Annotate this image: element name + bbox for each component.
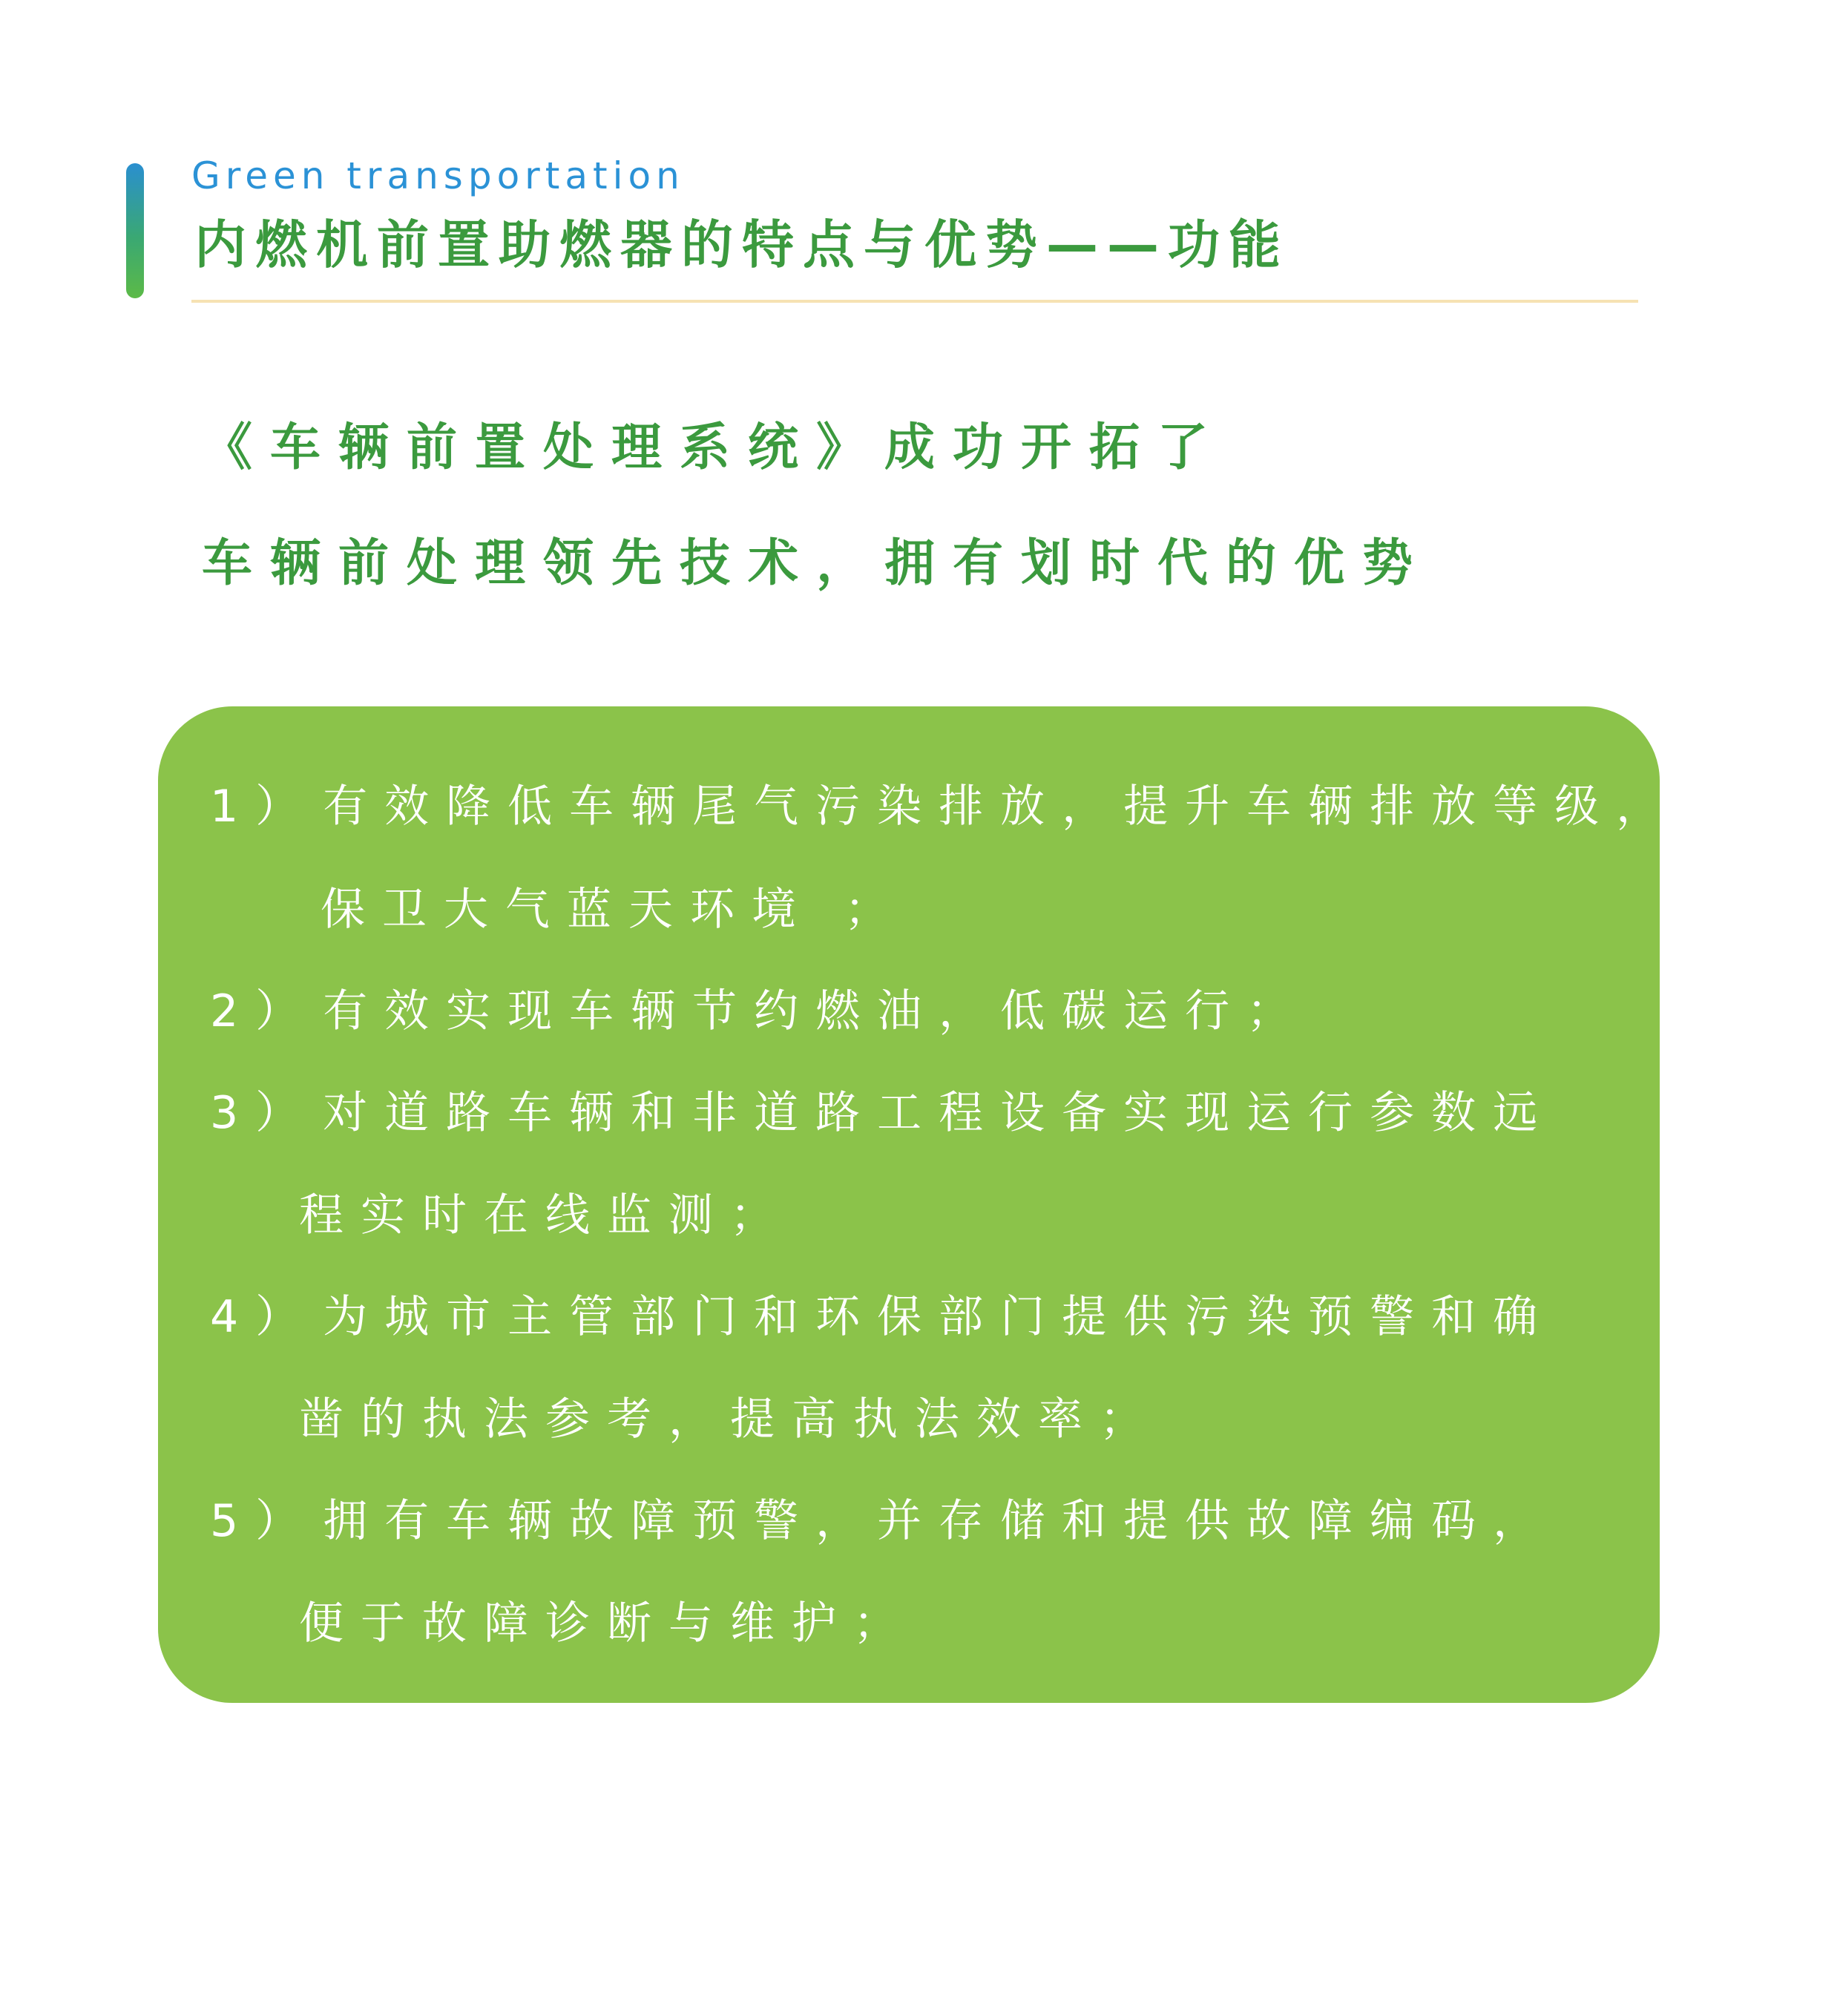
title-divider — [191, 300, 1638, 303]
feature-item-1-cont: 保卫大气蓝天环境 ； — [321, 884, 907, 936]
feature-item-5 — [210, 1495, 1555, 1547]
feature-number: 2） — [210, 985, 318, 1037]
feature-item-3-cont: 程实时在线监测； — [299, 1189, 792, 1241]
feature-text: 有效降低车辆尾气污染排放，提升车辆排放等级， — [323, 781, 1678, 833]
intro-line-1: 《车辆前置处理系统》成功开拓了 — [202, 418, 1226, 477]
feature-number: 5） — [210, 1495, 318, 1547]
feature-number: 1） — [210, 781, 318, 833]
feature-item-5-cont: 便于故障诊断与维护； — [299, 1598, 915, 1649]
feature-item-2 — [210, 985, 1309, 1037]
feature-item-4-cont: 凿的执法参考，提高执法效率； — [299, 1393, 1161, 1445]
english-subtitle: Green transportation — [191, 154, 685, 197]
feature-number: 3） — [210, 1087, 318, 1139]
feature-text: 拥有车辆故障预警，并存储和提供故障编码， — [323, 1495, 1555, 1547]
feature-item-1 — [210, 781, 1678, 833]
feature-number: 4） — [210, 1291, 318, 1343]
intro-line-2: 车辆前处理领先技术，拥有划时代的优势 — [202, 534, 1431, 593]
feature-text: 对道路车辆和非道路工程设备实现运行参数远 — [323, 1087, 1555, 1139]
section-title: 内燃机前置助燃器的特点与优势——功能 — [194, 214, 1289, 275]
feature-item-4 — [210, 1291, 1555, 1343]
feature-text: 为城市主管部门和环保部门提供污染预警和确 — [323, 1291, 1555, 1343]
feature-text: 有效实现车辆节约燃油，低碳运行； — [323, 985, 1309, 1037]
feature-item-3 — [210, 1087, 1555, 1139]
accent-bar — [126, 163, 144, 298]
